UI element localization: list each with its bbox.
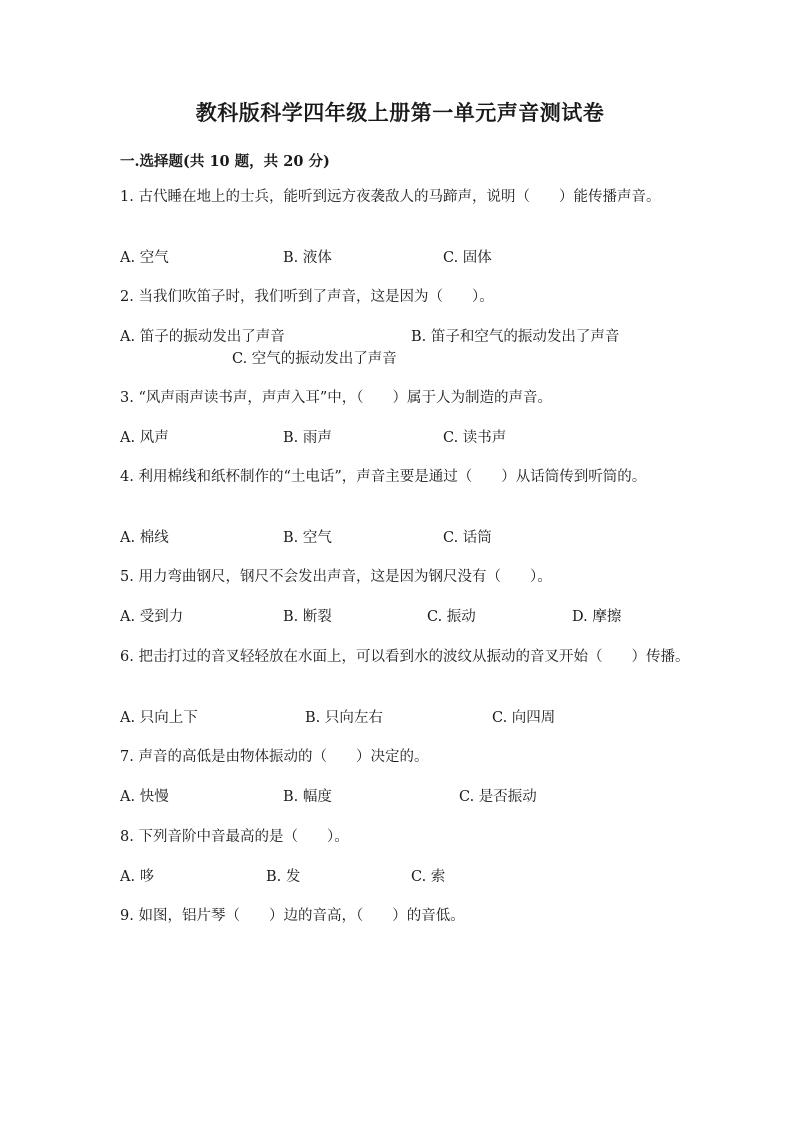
question-3-option-a: A. 风声 [120,430,169,446]
question-5-option-a: A. 受到力 [120,609,184,625]
question-2-option-b: B. 笛子和空气的振动发出了声音 [411,329,620,345]
question-2-option-c: C. 空气的振动发出了声音 [232,351,397,367]
question-2-option-a: A. 笛子的振动发出了声音 [120,329,285,345]
question-8-option-a: A. 哆 [120,869,155,885]
question-6-option-a: A. 只向上下 [120,710,198,726]
question-2-stem: 2. 当我们吹笛子时，我们听到了声音，这是因为（ ）。 [120,289,494,305]
question-3-option-b: B. 雨声 [283,430,332,446]
question-5-option-b: B. 断裂 [283,609,332,625]
question-7-option-c: C. 是否振动 [459,789,537,805]
question-9-stem: 9. 如图，铝片琴（ ）边的音高，（ ）的音低。 [120,908,465,924]
question-5-stem: 5. 用力弯曲钢尺，钢尺不会发出声音，这是因为钢尺没有（ ）。 [120,569,552,585]
question-1-option-a: A. 空气 [120,250,169,266]
question-7-stem: 7. 声音的高低是由物体振动的（ ）决定的。 [120,749,429,765]
exam-title: 教科版科学四年级上册第一单元声音测试卷 [195,100,605,125]
question-4-stem: 4. 利用棉线和纸杯制作的“土电话”，声音主要是通过（ ）从话筒传到听筒的。 [120,469,647,485]
question-1-option-c: C. 固体 [443,250,492,266]
question-8-option-b: B. 发 [266,869,301,885]
question-7-option-b: B. 幅度 [283,789,332,805]
question-4-option-b: B. 空气 [283,530,332,546]
question-3-stem: 3. “风声雨声读书声，声声入耳”中，（ ）属于人为制造的声音。 [120,390,553,406]
question-5-option-d: D. 摩擦 [572,609,622,625]
question-1-option-b: B. 液体 [283,250,332,266]
question-8-option-c: C. 索 [411,869,446,885]
question-5-option-c: C. 振动 [427,609,476,625]
question-8-stem: 8. 下列音阶中音最高的是（ ）。 [120,829,349,845]
question-6-option-c: C. 向四周 [492,710,556,726]
question-3-option-c: C. 读书声 [443,430,507,446]
question-1-stem: 1. 古代睡在地上的士兵，能听到远方夜袭敌人的马蹄声，说明（ ）能传播声音。 [120,189,661,205]
question-7-option-a: A. 快慢 [120,789,169,805]
question-4-option-c: C. 话筒 [443,530,492,546]
question-4-option-a: A. 棉线 [120,530,169,546]
question-6-stem: 6. 把击打过的音叉轻轻放在水面上，可以看到水的波纹从振动的音叉开始（ ）传播。 [120,649,690,665]
question-6-option-b: B. 只向左右 [305,710,383,726]
section-heading: 一.选择题(共 10 题，共 20 分) [120,153,330,170]
